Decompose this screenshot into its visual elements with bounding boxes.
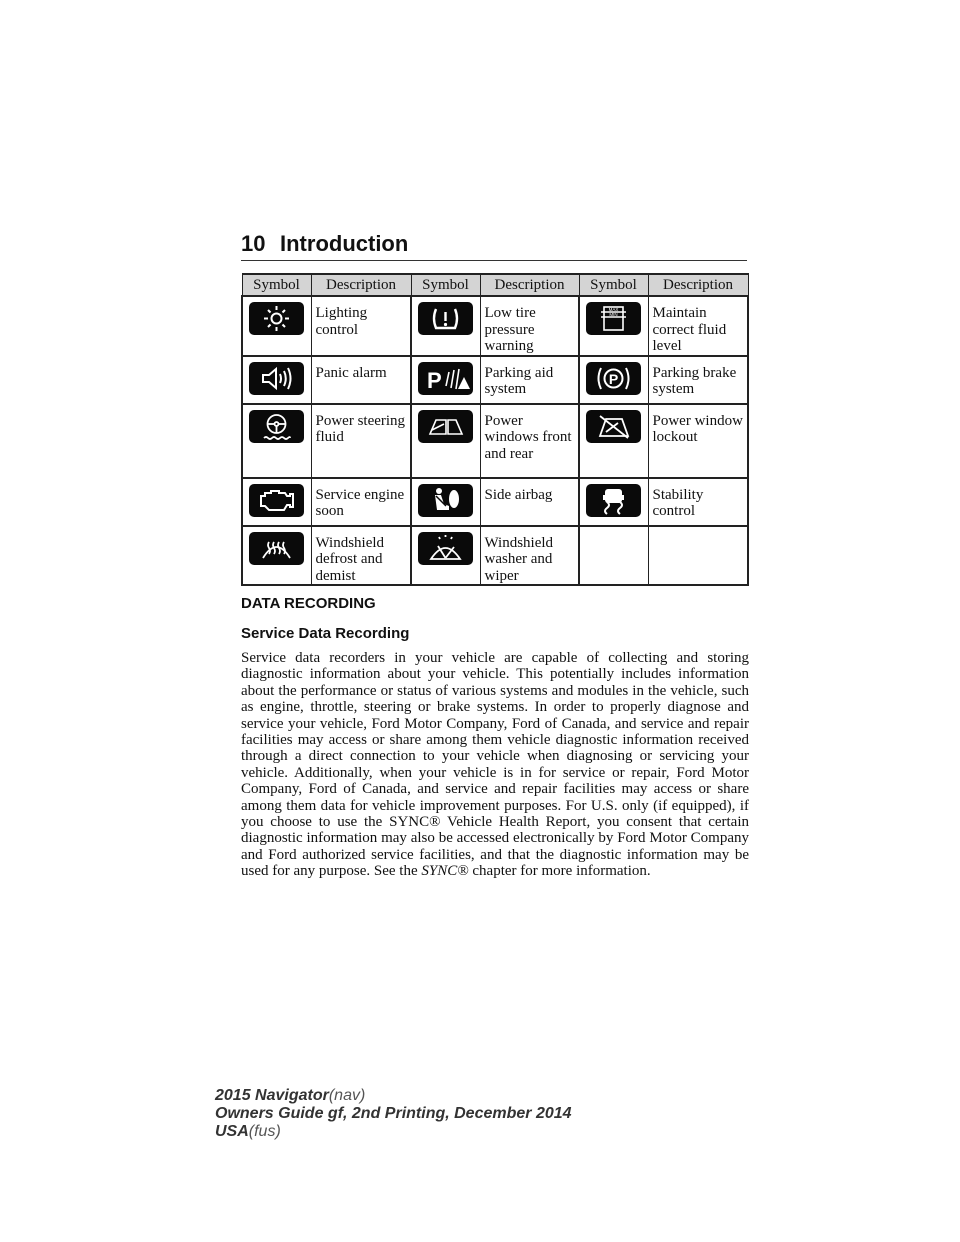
description-cell: Panic alarm	[311, 356, 411, 404]
data-recording-section	[241, 594, 749, 880]
symbol-cell	[411, 404, 480, 478]
power-steering-fluid-icon	[249, 410, 304, 443]
table-row	[242, 404, 748, 478]
parking-aid-letter: P	[427, 367, 442, 393]
symbol-cell	[242, 478, 311, 526]
description-cell: Low tire pressure warning	[480, 296, 579, 356]
fluid-level-icon	[586, 302, 641, 335]
column-header: Symbol	[411, 274, 480, 296]
description-cell: Lighting control	[311, 296, 411, 356]
symbol-cell	[242, 296, 311, 356]
section-title: Introduction	[280, 231, 409, 256]
footer-market: USA	[215, 1123, 249, 1140]
footer-line-market	[215, 1123, 572, 1141]
body-paragraph	[241, 650, 749, 880]
parking-brake-letter: P	[609, 370, 619, 387]
description-cell: Maintain correct fluid level	[648, 296, 748, 356]
table-header-row	[242, 274, 748, 296]
parking-aid-icon	[418, 362, 473, 395]
column-header: Description	[480, 274, 579, 296]
empty-symbol-cell	[579, 526, 648, 586]
symbol-cell	[411, 478, 480, 526]
symbol-cell	[411, 526, 480, 586]
side-airbag-icon	[418, 484, 473, 517]
symbol-cell	[579, 478, 648, 526]
symbol-cell	[242, 526, 311, 586]
panic-alarm-icon	[249, 362, 304, 395]
symbol-cell	[242, 356, 311, 404]
description-cell: Power window lockout	[648, 404, 748, 478]
footer-line-model	[215, 1087, 572, 1105]
header-rule	[241, 260, 747, 261]
paragraph-text: Service data recorders in your vehicle are capable of collecting and storing diagnostic information about your vehicle. This potentially includes information about the performance or status of various systems and modules in the vehicle, such as engine, throttle, steering or brake systems. In order to properly diagnose and service your vehicle, Ford Motor Company, Ford of Canada, and service and repair facilities may access or share among them vehicle diagnostic information received through a direct connection to your vehicle when diagnosing or servicing your vehicle. Additionally, when your vehicle is in for service or repair, Ford Motor Company, Ford of Canada, and service and repair facilities may access or share among them data for vehicle improvement purposes. For U.S. only (if equipped), if you choose to use the SYNC® Vehicle Health Report, you consent that certain diagnostic information may also be accessed electronically by Ford Motor Company and Ford authorized service facilities, and that the diagnostic information may be used for any purpose. See the	[241, 650, 749, 880]
symbol-cell	[579, 296, 648, 356]
footer-line-guide: Owners Guide gf, 2nd Printing, December 2014	[215, 1105, 572, 1122]
windshield-defrost-icon	[249, 532, 304, 565]
fluid-max-label: MAX	[608, 307, 619, 312]
parking-brake-icon	[586, 362, 641, 395]
column-header: Description	[648, 274, 748, 296]
symbol-glossary-table	[241, 273, 749, 586]
table-row	[242, 296, 748, 356]
symbol-cell	[579, 404, 648, 478]
table-row	[242, 356, 748, 404]
column-header: Symbol	[579, 274, 648, 296]
footer-market-code: (fus)	[248, 1123, 281, 1140]
fluid-min-label: MIN	[609, 312, 618, 317]
low-tire-pressure-icon	[418, 302, 473, 335]
washer-wiper-icon	[418, 532, 473, 565]
engine-icon	[249, 484, 304, 517]
description-cell: Power steering fluid	[311, 404, 411, 478]
description-cell: Stability control	[648, 478, 748, 526]
subsection-heading: Service Data Recording	[241, 625, 410, 642]
page-header	[241, 230, 747, 262]
symbol-cell	[242, 404, 311, 478]
description-cell: Parking brake system	[648, 356, 748, 404]
description-cell: Side airbag	[480, 478, 579, 526]
description-cell: Power windows front and rear	[480, 404, 579, 478]
description-cell: Windshield washer and wiper	[480, 526, 579, 586]
symbol-cell	[411, 296, 480, 356]
power-windows-icon	[418, 410, 473, 443]
table-row	[242, 478, 748, 526]
column-header: Description	[311, 274, 411, 296]
footer-model: 2015 Navigator	[215, 1087, 329, 1104]
window-lockout-icon	[586, 410, 641, 443]
empty-description-cell	[648, 526, 748, 586]
symbol-cell	[579, 356, 648, 404]
description-cell: Windshield defrost and demist	[311, 526, 411, 586]
stability-control-icon	[586, 484, 641, 517]
page-number: 10	[241, 231, 266, 256]
page-footer	[215, 1087, 572, 1141]
section-heading: DATA RECORDING	[241, 595, 376, 612]
lighting-control-icon	[249, 302, 304, 335]
symbol-cell	[411, 356, 480, 404]
paragraph-text-end: chapter for more information.	[468, 863, 651, 880]
footer-model-code: (nav)	[328, 1087, 366, 1104]
sync-chapter-reference: SYNC®	[421, 863, 469, 880]
table-row	[242, 526, 748, 586]
description-cell: Parking aid system	[480, 356, 579, 404]
column-header: Symbol	[242, 274, 311, 296]
description-cell: Service engine soon	[311, 478, 411, 526]
